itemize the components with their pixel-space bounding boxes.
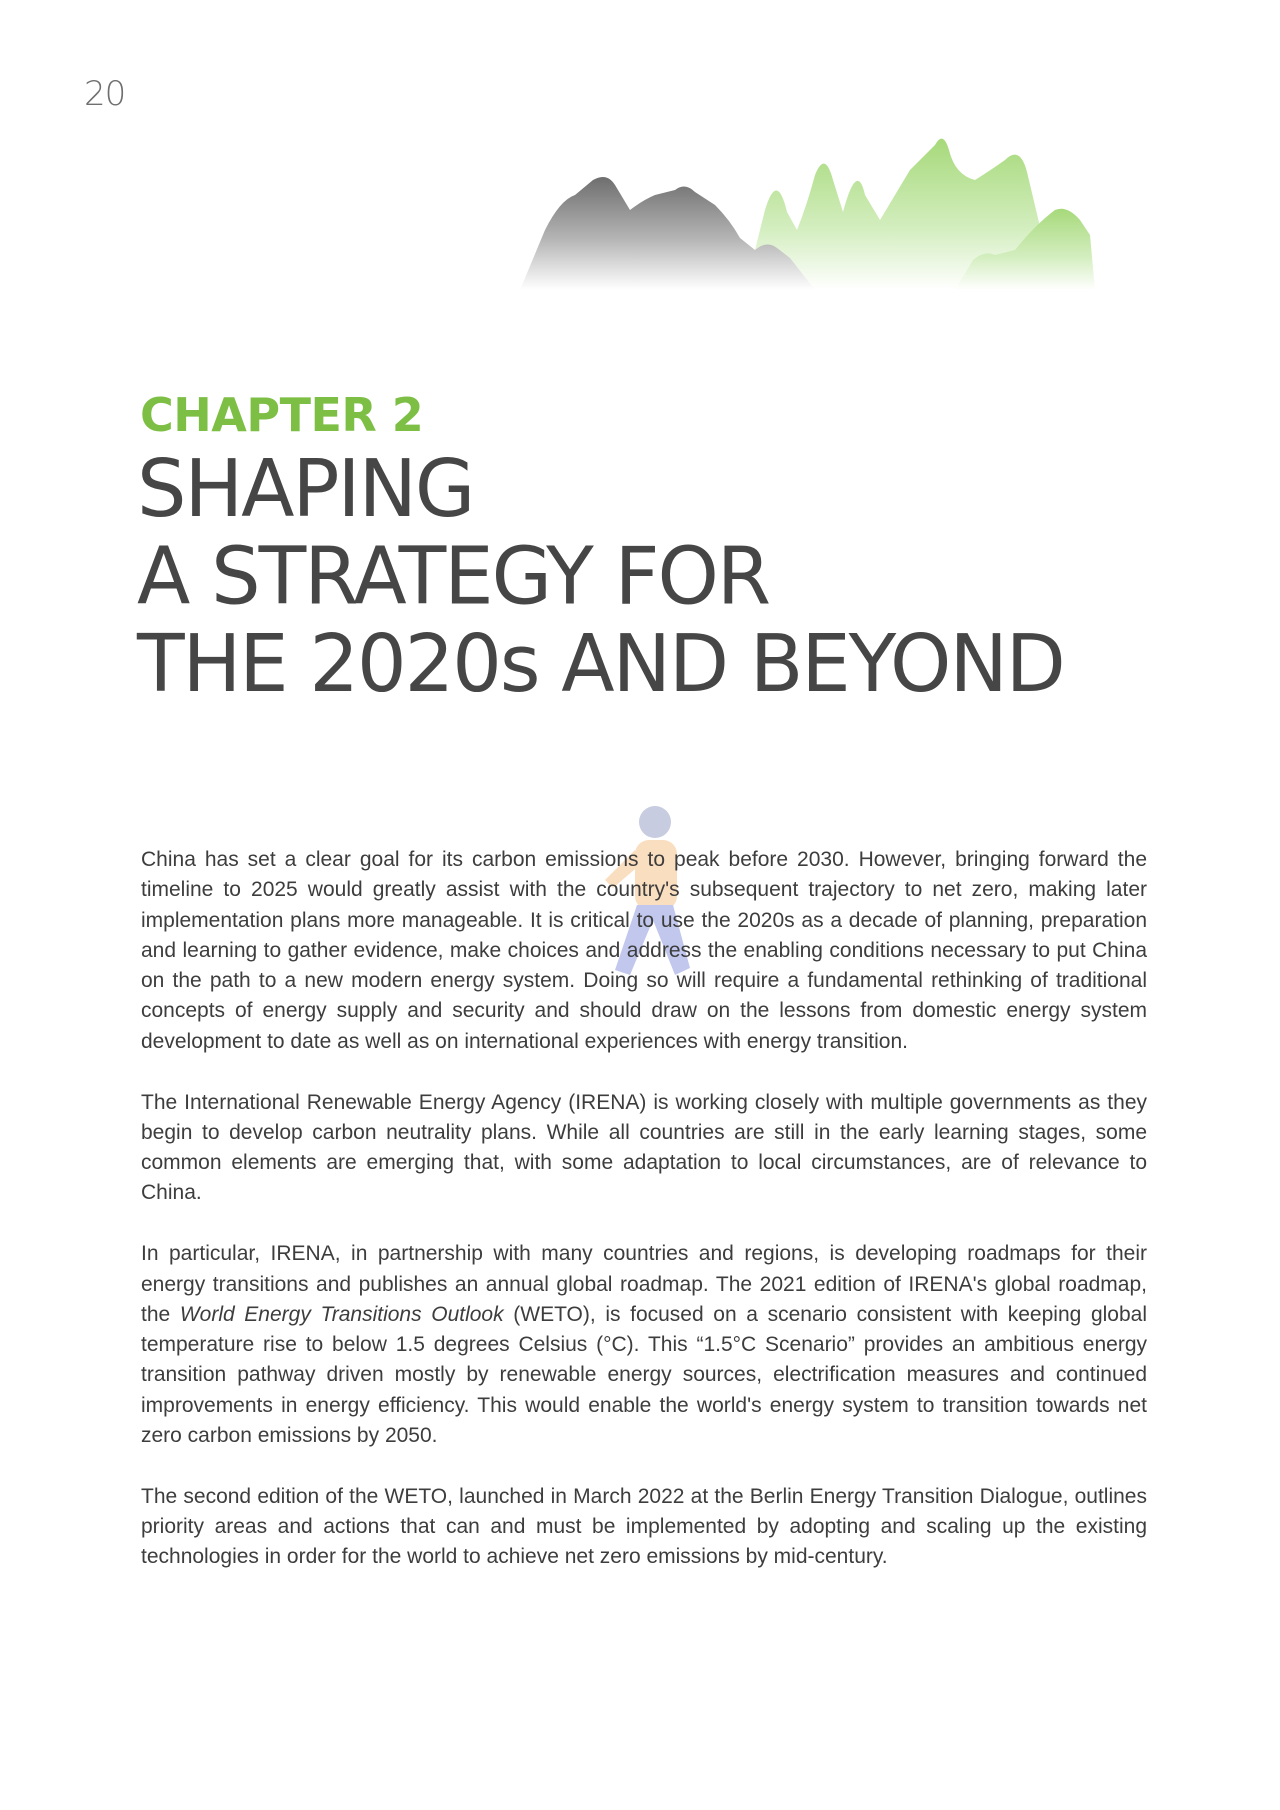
paragraph: The International Renewable Energy Agency (IRENA) is working closely with multiple governments as they begin to develop carbon neutrality plans. While all countries are still in the early learning stages, some common elements are emerging that, with some adaptation to local circumstances, are of relevance to China. xyxy=(141,1090,1147,1205)
title-line: THE 2020s AND BEYOND xyxy=(137,618,1064,711)
report-title: World Energy Transitions Outlook xyxy=(179,1302,504,1326)
paragraph-text: In particular, IRENA, in partnership with many countries and regions, is developing roadmaps for their energy transitions and publishes an annual global roadmap. The 2021 edition of IRENA's global roadmap, the xyxy=(141,1242,1147,1326)
paragraph: The second edition of the WETO, launched in March 2022 at the Berlin Energy Transition Dialogue, outlines priority areas and actions that can and must be implemented by adopting and scaling up the existing technologies in order for the world to achieve net zero emissions by mid-century. xyxy=(141,1484,1147,1569)
title-line: SHAPING xyxy=(137,443,474,536)
body-text xyxy=(141,845,1147,1603)
page-number: 20 xyxy=(84,74,126,114)
paragraph xyxy=(141,1239,1147,1451)
paragraph: China has set a clear goal for its carbon emissions to peak before 2030. However, bringing forward the timeline to 2025 would greatly assist with the country's subsequent trajectory to net zero, making later implementation plans more manageable. It is critical to use the 2020s as a decade of planning, preparation and learning to gather evidence, make choices and address the enabling conditions necessary to put China on the path to a new modern energy system. Doing so will require a fundamental rethinking of traditional concepts of energy supply and security and should draw on the lessons from domestic energy system development to date as well as on international experiences with energy transition. xyxy=(141,848,1147,1053)
chapter-title xyxy=(137,443,1064,711)
title-line: A STRATEGY FOR xyxy=(137,531,770,623)
chapter-label: CHAPTER 2 xyxy=(140,388,424,442)
paragraph-text: (WETO), is focused on a scenario consistent with keeping global temperature rise to below 1.5 degrees Celsius (°C). This “1.5°C Scenario” provides an ambitious energy transition pathway driven mostly by renewable energy sources, electrification measures and continued improvements in energy efficiency. This would enable the world's energy system to transition towards net zero carbon emissions by 2050. xyxy=(141,1302,1147,1448)
mountains-illustration xyxy=(515,100,1155,290)
